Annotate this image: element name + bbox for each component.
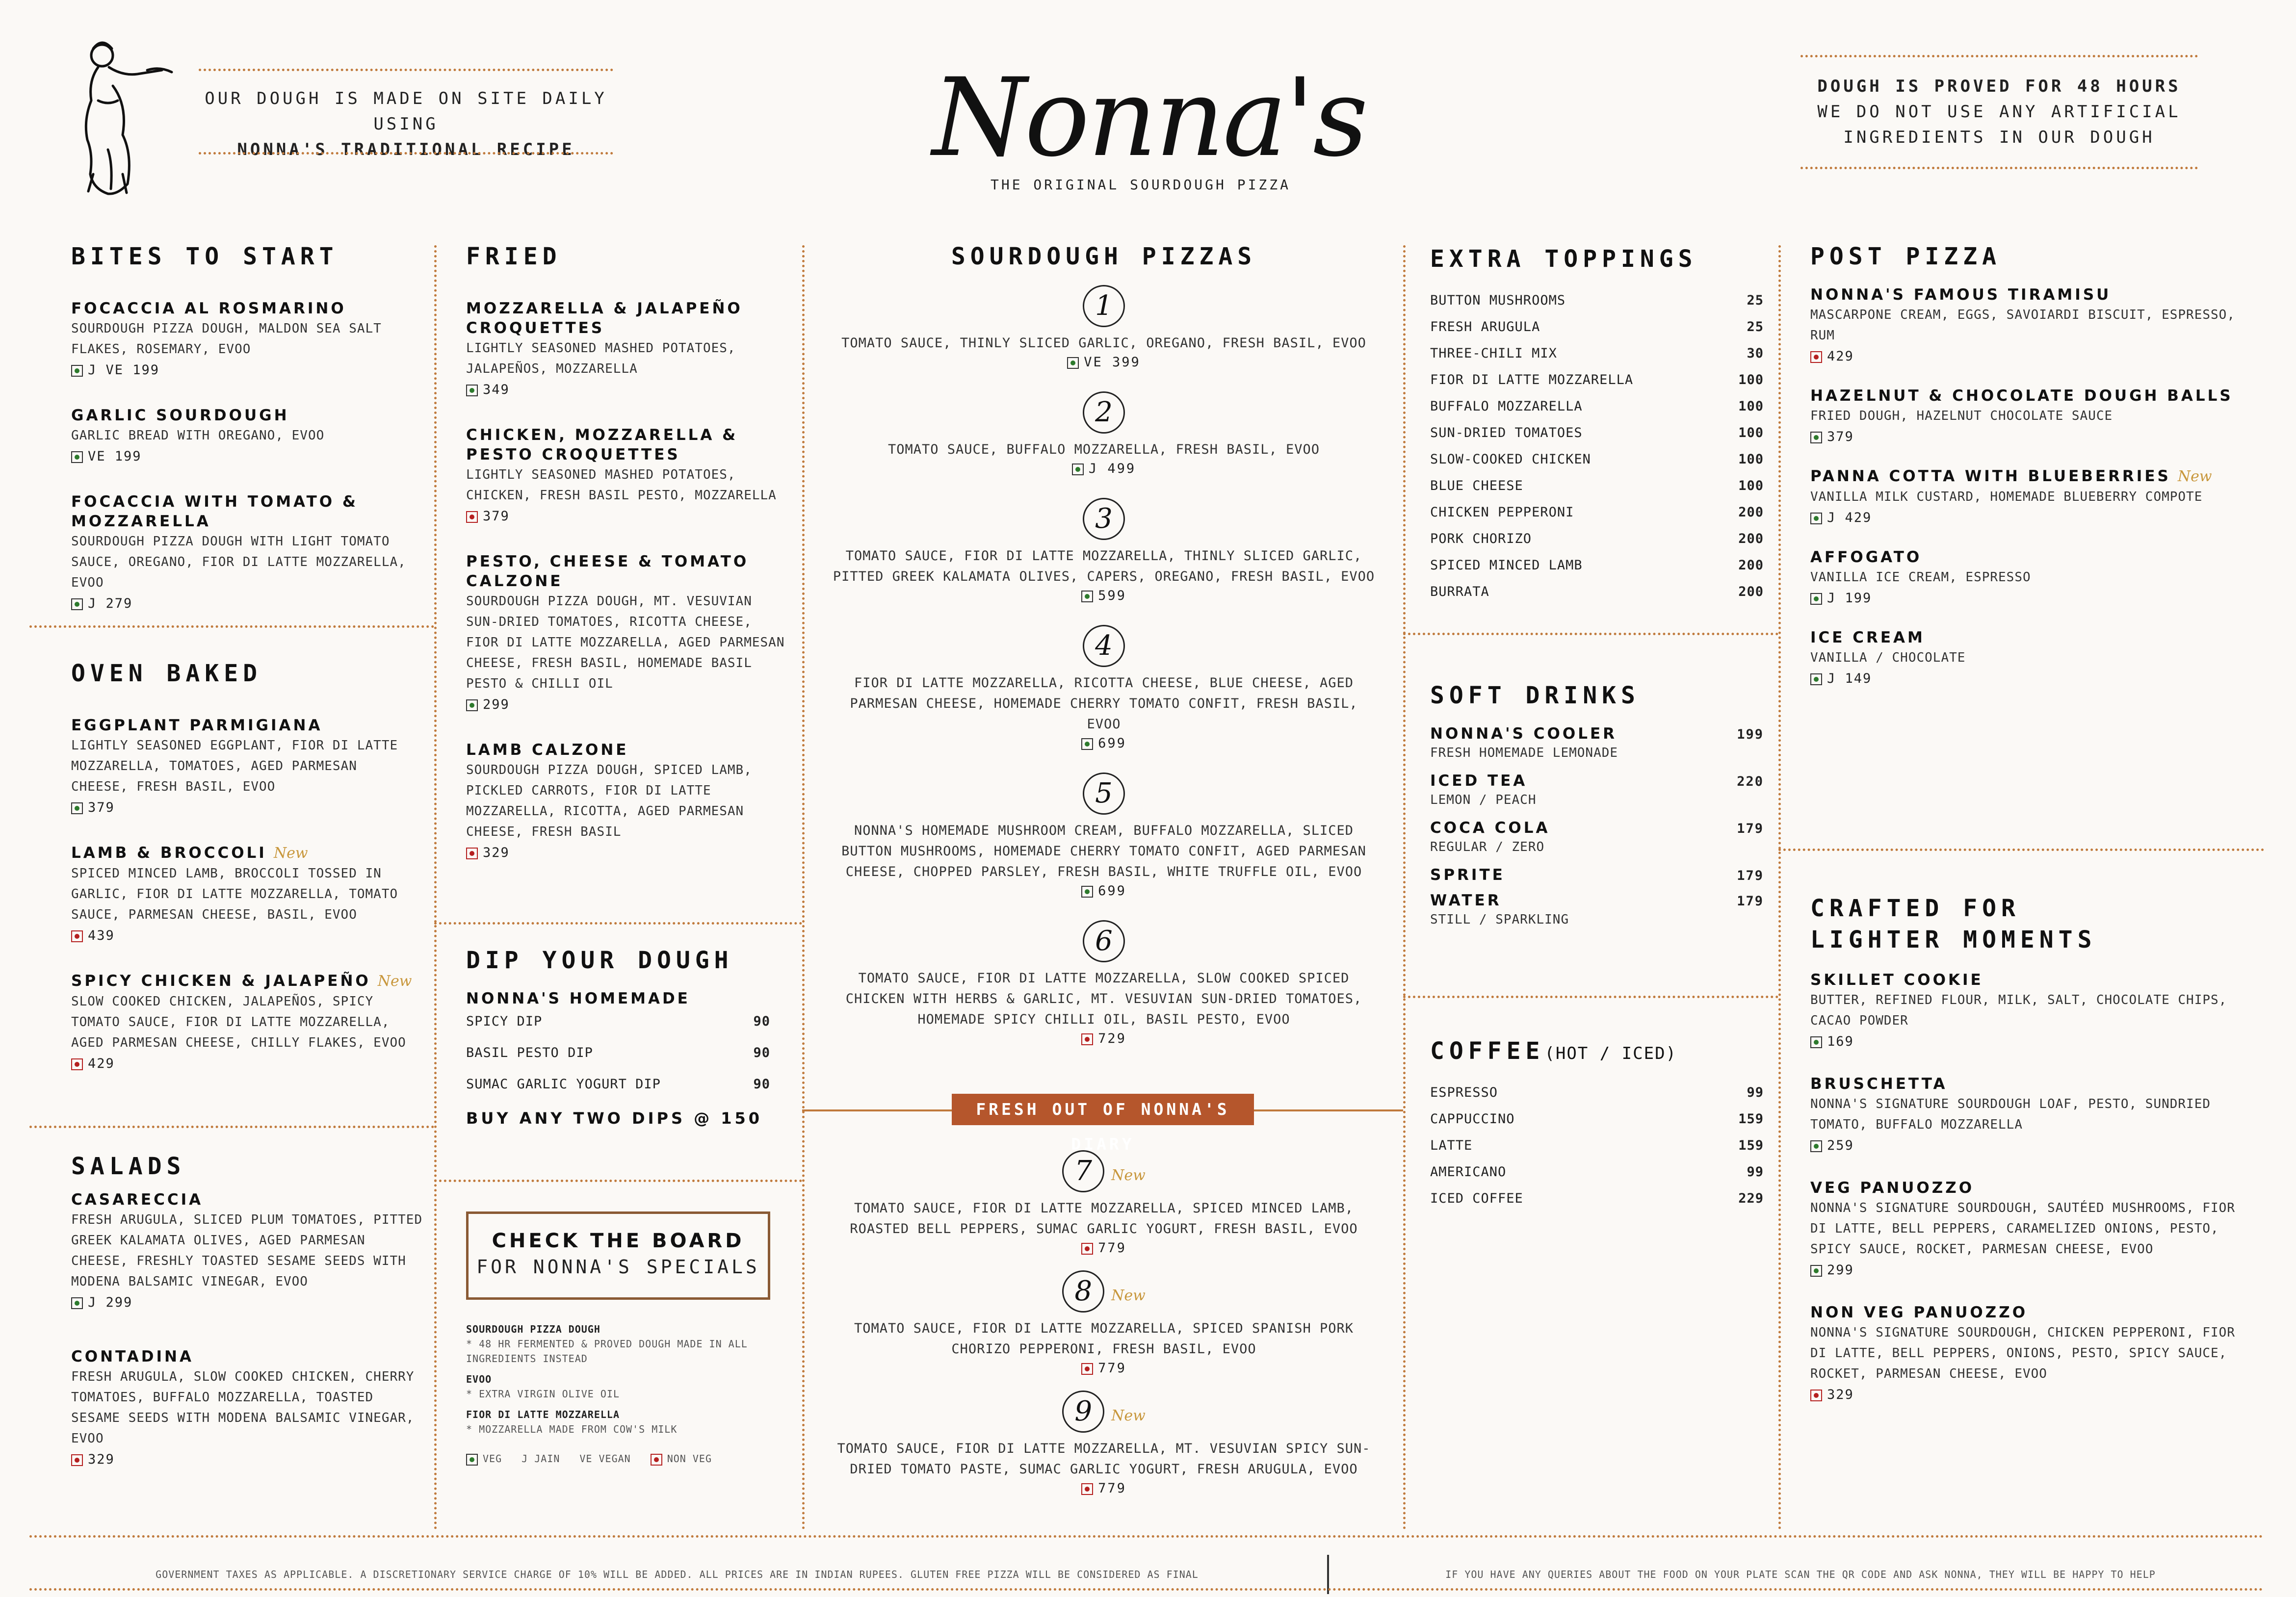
menu-item [71,1190,424,1313]
legend-title: EVOO [466,1373,492,1385]
menu-item [1810,970,2252,1052]
nonveg-icon [1081,1243,1093,1255]
diary-banner [952,1094,1254,1154]
new-badge: New [2177,468,2212,485]
item-desc: VANILLA ICE CREAM, ESPRESSO [1810,570,2031,585]
pizza-desc: FIOR DI LATTE MOZZARELLA, RICOTTA CHEESE, BLUE CHEESE, AGED PARMESAN CHEESE, HOMEMADE CHERRY TOMATO CONFIT, FRESH BASIL, EVOO [850,675,1358,732]
pizza-number: 7 [1062,1150,1104,1192]
menu-item [1810,466,2252,528]
item-price: J 149 [1827,671,1872,686]
veg-icon [1810,432,1822,443]
veg-icon [71,1297,83,1309]
item-desc: NONNA'S SIGNATURE SOURDOUGH, CHICKEN PEPPERONI, FIOR DI LATTE, BELL PEPPERS, ONIONS, PESTO, SPICY SAUCE, ROCKET, PARMESAN CHEESE, EVOO [1810,1325,2235,1381]
item-desc: NONNA'S SIGNATURE SOURDOUGH LOAF, PESTO, SUNDRIED TOMATO, BUFFALO MOZZARELLA [1810,1097,2211,1132]
topping-row: CHICKEN PEPPERONI 200 [1430,505,1764,520]
pizza-desc: TOMATO SAUCE, FIOR DI LATTE MOZZARELLA, SPICED MINCED LAMB, ROASTED BELL PEPPERS, SUMAC GARLIC YOGURT, FRESH BASIL, EVOO [850,1201,1358,1236]
item-name: SKILLET COOKIE [1810,971,1983,989]
new-badge: New [273,845,308,862]
dip-combo: BUY ANY TWO DIPS @ 150 [466,1109,763,1128]
menu-item [71,299,419,380]
crafted-title-line2: LIGHTER MOMENTS [1810,926,2097,953]
drink-item: COCA COLA 179 REGULAR / ZERO [1430,819,1764,854]
coffee-row: ICED COFFEE 229 [1430,1191,1764,1206]
veg-icon [466,385,478,396]
oven-title: OVEN BAKED [71,660,262,687]
veg-icon [466,699,478,711]
new-badge: New [1111,1167,1146,1184]
legend-desc: * 48 HR FERMENTED & PROVED DOUGH MADE IN ALL INGREDIENTS INSTEAD [466,1338,748,1365]
coffee-row: CAPPUCCINO 159 [1430,1111,1764,1127]
pizza-number: 2 [1083,391,1125,434]
item-price: 429 [88,1056,115,1071]
pizza-item [829,1391,1379,1496]
dip-row: SPICY DIP 90 [466,1014,770,1029]
menu-item [71,406,419,466]
dip-row: BASIL PESTO DIP 90 [466,1045,770,1060]
nonveg-icon [71,1058,83,1070]
pizza-desc: TOMATO SAUCE, BUFFALO MOZZARELLA, FRESH BASIL, EVOO [887,442,1320,457]
item-price: 439 [88,928,115,943]
item-price: 169 [1827,1034,1854,1049]
specials-board [466,1211,770,1300]
drink-item: ICED TEA 220 LEMON / PEACH [1430,772,1764,807]
drink-item: WATER 179 STILL / SPARKLING [1430,892,1764,927]
pizza-number: 9 [1062,1391,1104,1433]
nonveg-icon [71,1454,83,1466]
item-price: J 299 [88,1295,133,1310]
menu-item [466,552,785,715]
veg-icon [1810,593,1822,605]
item-price: 429 [1827,349,1854,364]
item-price: 329 [1827,1387,1854,1402]
pizza-price: 779 [1098,1481,1126,1496]
soft-drinks-section [1430,682,1764,928]
pizza-price: 599 [1098,588,1126,603]
pizza-price: 779 [1098,1361,1126,1376]
bites-section [71,243,419,639]
nonveg-icon [466,848,478,859]
nonveg-icon [71,930,83,942]
header-right-line2: WE DO NOT USE ANY ARTIFICIAL [1817,102,2181,122]
menu-item [1810,285,2252,366]
new-badge: New [1111,1287,1146,1304]
veg-icon [1072,464,1084,475]
salads-title: SALADS [71,1153,186,1180]
pizza-item [829,285,1379,370]
item-desc: GARLIC BREAD WITH OREGANO, EVOO [71,428,325,443]
item-name: ICE CREAM [1810,629,1925,646]
pizza-price: 699 [1098,736,1126,751]
coffee-row: ESPRESSO 99 [1430,1085,1764,1100]
nonveg-icon [1810,1390,1822,1401]
dip-section [466,947,770,1128]
logo: Nonna's [932,55,1366,180]
item-name: MOZZARELLA & JALAPEÑO CROQUETTES [466,300,743,337]
item-name: HAZELNUT & CHOCOLATE DOUGH BALLS [1810,387,2233,405]
new-badge: New [1111,1407,1146,1424]
legend [466,1322,775,1466]
pizza-item [829,625,1379,751]
item-desc: FRESH ARUGULA, SLOW COOKED CHICKEN, CHERRY TOMATOES, BUFFALO MOZZARELLA, TOASTED SESAME SEEDS WITH MODENA BALSAMIC VINEGAR, EVOO [71,1369,415,1446]
salads-section [71,1153,424,1495]
item-desc: LIGHTLY SEASONED MASHED POTATOES, JALAPEÑOS, MOZZARELLA [466,341,736,376]
menu-item [1810,628,2252,689]
item-desc: LIGHTLY SEASONED EGGPLANT, FIOR DI LATTE MOZZARELLA, TOMATOES, AGED PARMESAN CHEESE, FRESH BASIL, EVOO [71,738,398,794]
toppings-section [1430,245,1764,605]
item-desc: MASCARPONE CREAM, EGGS, SAVOIARDI BISCUIT, ESPRESSO, RUM [1810,308,2235,343]
topping-row: FIOR DI LATTE MOZZARELLA 100 [1430,372,1764,387]
item-desc: BUTTER, REFINED FLOUR, MILK, SALT, CHOCOLATE CHIPS, CACAO POWDER [1810,993,2227,1028]
item-name: NON VEG PANUOZZO [1810,1304,2028,1321]
item-price: J 199 [1827,591,1872,606]
menu-item [466,740,785,863]
item-name: SPICY CHICKEN & JALAPEÑO New [71,972,412,990]
item-price: VE 199 [88,449,142,464]
item-name: PANNA COTTA WITH BLUEBERRIES New [1810,467,2212,485]
pizza-desc: TOMATO SAUCE, THINLY SLICED GARLIC, OREGANO, FRESH BASIL, EVOO [841,335,1366,351]
veg-icon [1810,513,1822,524]
topping-row: BUFFALO MOZZARELLA 100 [1430,399,1764,414]
veg-icon [1810,1036,1822,1048]
topping-row: PORK CHORIZO 200 [1430,531,1764,546]
item-desc: SOURDOUGH PIZZA DOUGH, MALDON SEA SALT FLAKES, ROSEMARY, EVOO [71,321,382,357]
item-desc: LIGHTLY SEASONED MASHED POTATOES, CHICKEN, FRESH BASIL PESTO, MOZZARELLA [466,467,777,503]
menu-item [71,971,419,1074]
drink-item: SPRITE 179 [1430,866,1764,884]
veg-icon [1067,357,1079,369]
pizza-desc: TOMATO SAUCE, FIOR DI LATTE MOZZARELLA, THINLY SLICED GARLIC, PITTED GREEK KALAMATA OLIVES, CAPERS, OREGANO, FRESH BASIL, EVOO [833,548,1375,584]
fried-section [466,243,785,888]
item-name: VEG PANUOZZO [1810,1179,1975,1197]
item-price: 299 [1827,1262,1854,1278]
topping-row: BUTTON MUSHROOMS 25 [1430,293,1764,308]
veg-icon [466,1454,478,1466]
pizza-desc: NONNA'S HOMEMADE MUSHROOM CREAM, BUFFALO MOZZARELLA, SLICED BUTTON MUSHROOMS, HOMEMADE CHERRY TOMATO CONFIT, AGED PARMESAN CHEESE, CHOPPED PARSLEY, FRESH BASIL, WHITE TRUFFLE OIL, EVOO [841,823,1366,879]
diary-section [829,1150,1379,1518]
item-desc: SOURDOUGH PIZZA DOUGH, SPICED LAMB, PICKLED CARROTS, FIOR DI LATTE MOZZARELLA, RICOTTA, AGED PARMESAN CHEESE, FRESH BASIL [466,763,752,839]
veg-icon [1081,591,1093,602]
pizza-title: SOURDOUGH PIZZAS [951,243,1257,270]
pizza-price: 729 [1098,1031,1126,1046]
pizza-price: J 499 [1088,461,1136,476]
coffee-row: AMERICANO 99 [1430,1164,1764,1180]
item-name: AFFOGATO [1810,548,1922,566]
menu-item [71,1347,424,1469]
dip-subtitle: NONNA'S HOMEMADE [466,990,690,1007]
pizza-item [829,391,1379,476]
pizza-price: 699 [1098,883,1126,899]
coffee-row: LATTE 159 [1430,1138,1764,1153]
veg-icon [1810,1265,1822,1277]
nonveg-icon [651,1454,662,1466]
nonveg-icon [1081,1363,1093,1375]
item-name: FOCACCIA WITH TOMATO & MOZZARELLA [71,493,358,530]
item-price: 329 [88,1452,115,1467]
pizza-price: 779 [1098,1240,1126,1256]
veg-icon [1081,886,1093,898]
menu-item [466,425,785,526]
pizza-number: 8 [1062,1270,1104,1313]
item-name: LAMB & BROCCOLI New [71,844,308,862]
menu-item [71,716,419,818]
pizza-item [829,1150,1379,1256]
menu-item [71,492,419,614]
item-desc: FRESH ARUGULA, SLICED PLUM TOMATOES, PITTED GREEK KALAMATA OLIVES, AGED PARMESAN CHEESE, FRESHLY TOASTED SESAME SEEDS WITH MODENA BALSAMIC VINEGAR, EVOO [71,1212,423,1289]
pizza-number: 4 [1083,625,1125,667]
footer-right-note: IF YOU HAVE ANY QUERIES ABOUT THE FOOD ON YOUR PLATE SCAN THE QR CODE AND ASK NONNA, THEY WILL BE HAPPY TO HELP [1445,1569,2156,1580]
item-desc: VANILLA MILK CUSTARD, HOMEMADE BLUEBERRY COMPOTE [1810,489,2203,504]
legend-title: FIOR DI LATTE MOZZARELLA [466,1409,620,1420]
topping-row: THREE-CHILI MIX 30 [1430,346,1764,361]
topping-row: BLUE CHEESE 100 [1430,478,1764,493]
pizza-item [829,1270,1379,1376]
menu-item [466,299,785,400]
menu-item [1810,1074,2252,1156]
veg-icon [71,451,83,463]
bites-title: BITES TO START [71,243,339,270]
legend-desc: * MOZZARELLA MADE FROM COW'S MILK [466,1423,678,1435]
item-price: 259 [1827,1138,1854,1153]
item-name: CONTADINA [71,1348,194,1365]
veg-icon [1081,738,1093,750]
crafted-title-line1: CRAFTED FOR [1810,895,2020,922]
soft-drinks-title: SOFT DRINKS [1430,682,1640,709]
veg-icon [71,598,83,610]
item-price: 349 [483,382,510,397]
post-pizza-title: POST PIZZA [1810,243,2001,270]
post-pizza-section [1810,243,2252,689]
toppings-title: EXTRA TOPPINGS [1430,245,1697,273]
menu-item [1810,1178,2252,1280]
pizza-number: 6 [1083,920,1125,962]
item-name: EGGPLANT PARMIGIANA [71,717,323,734]
legend-keys: VEG J JAIN VE VEGAN NON VEG [466,1451,775,1466]
item-desc: SOURDOUGH PIZZA DOUGH, MT. VESUVIAN SUN-DRIED TOMATOES, RICOTTA CHEESE, FIOR DI LATTE MOZZARELLA, AGED PARMESAN CHEESE, FRESH BASIL, HOMEMADE BASIL PESTO & CHILLI OIL [466,594,785,691]
legend-desc: * EXTRA VIRGIN OLIVE OIL [466,1388,620,1400]
dip-title: DIP YOUR DOUGH [466,947,733,974]
pizza-desc: TOMATO SAUCE, FIOR DI LATTE MOZZARELLA, SLOW COOKED SPICED CHICKEN WITH HERBS & GARLIC, MT. VESUVIAN SUN-DRIED TOMATOES, HOMEMADE SPICY CHILLI OIL, BASIL PESTO, EVOO [845,971,1362,1027]
item-desc: NONNA'S SIGNATURE SOURDOUGH, SAUTÉED MUSHROOMS, FIOR DI LATTE, BELL PEPPERS, CARAMELIZED ONIONS, PESTO, SPICY SAUCE, ROCKET, PARMESAN CHEESE, EVOO [1810,1201,2235,1257]
item-desc: SPICED MINCED LAMB, BROCCOLI TOSSED IN GARLIC, FIOR DI LATTE MOZZARELLA, TOMATO SAUCE, PARMESAN CHEESE, BASIL, EVOO [71,866,398,922]
item-price: 379 [88,800,115,815]
item-price: J 279 [88,596,133,611]
header-left-line2: NONNA'S TRADITIONAL RECIPE [237,140,575,159]
pizza-number: 5 [1083,773,1125,815]
item-desc: VANILLA / CHOCOLATE [1810,650,1966,665]
new-badge: New [377,973,412,990]
pizza-item [829,773,1379,899]
pizza-item [829,498,1379,603]
pizza-desc: TOMATO SAUCE, FIOR DI LATTE MOZZARELLA, MT. VESUVIAN SPICY SUN-DRIED TOMATO PASTE, SUMAC GARLIC YOGURT, FRESH ARUGULA, EVOO [837,1441,1371,1477]
nonveg-icon [1081,1483,1093,1495]
item-name: PESTO, CHEESE & TOMATO CALZONE [466,553,749,590]
nonveg-icon [1810,351,1822,363]
menu-item [1810,386,2252,447]
pizza-price: VE 399 [1084,355,1141,370]
item-name: FOCACCIA AL ROSMARINO [71,300,346,317]
legend-title: SOURDOUGH PIZZA DOUGH [466,1323,600,1335]
topping-row: SPICED MINCED LAMB 200 [1430,558,1764,573]
nonveg-icon [466,511,478,523]
pizza-desc: TOMATO SAUCE, FIOR DI LATTE MOZZARELLA, SPICED SPANISH PORK CHORIZO PEPPERONI, FRESH BASIL, EVOO [854,1321,1354,1357]
coffee-section [1430,1037,1764,1212]
pizza-number: 1 [1083,285,1125,327]
diary-banner-label: FRESH OUT OF NONNA'S DIARY [976,1100,1230,1154]
item-price: 329 [483,845,510,860]
item-name: CHICKEN, MOZZARELLA & PESTO CROQUETTES [466,426,738,464]
item-price: J VE 199 [88,362,160,378]
board-line1: CHECK THE BOARD [492,1230,745,1252]
dip-row: SUMAC GARLIC YOGURT DIP 90 [466,1077,770,1092]
item-price: 379 [1827,429,1854,444]
logo-tagline: THE ORIGINAL SOURDOUGH PIZZA [990,177,1291,193]
veg-icon [71,365,83,377]
pizza-item [829,920,1379,1046]
item-desc: SLOW COOKED CHICKEN, JALAPEÑOS, SPICY TOMATO SAUCE, FIOR DI LATTE MOZZARELLA, AGED PARMESAN CHEESE, CHILLY FLAKES, EVOO [71,994,406,1050]
item-price: 299 [483,697,510,712]
oven-section [71,660,419,1099]
veg-icon [1810,1140,1822,1152]
header-left-line1: OUR DOUGH IS MADE ON SITE DAILY USING [205,89,607,134]
coffee-title: COFFEE(HOT / ICED) [1430,1037,1677,1065]
item-name: BRUSCHETTA [1810,1075,1948,1093]
footer-left-note: GOVERNMENT TAXES AS APPLICABLE. A DISCRETIONARY SERVICE CHARGE OF 10% WILL BE ADDED. ALL PRICES ARE IN INDIAN RUPEES. GLUTEN FREE PIZZA WILL BE CONSIDERED AS FINAL [156,1569,1199,1580]
pizza-section [829,243,1379,1068]
item-name: LAMB CALZONE [466,741,629,759]
menu-item [1810,547,2252,608]
nonveg-icon [1081,1033,1093,1045]
topping-row: FRESH ARUGULA 25 [1430,319,1764,335]
board-line2: FOR NONNA'S SPECIALS [476,1256,760,1278]
veg-icon [1810,673,1822,685]
topping-row: SLOW-COOKED CHICKEN 100 [1430,452,1764,467]
item-name: CASARECCIA [71,1191,204,1209]
menu-item [71,843,419,946]
drink-item: NONNA'S COOLER 199 FRESH HOMEMADE LEMONADE [1430,725,1764,760]
item-desc: SOURDOUGH PIZZA DOUGH WITH LIGHT TOMATO SAUCE, OREGANO, FIOR DI LATTE MOZZARELLA, EVOO [71,534,406,590]
header-right-line1: DOUGH IS PROVED FOR 48 HOURS [1817,77,2181,96]
header-right-line3: INGREDIENTS IN OUR DOUGH [1843,128,2155,147]
item-name: GARLIC SOURDOUGH [71,407,289,424]
item-price: J 429 [1827,510,1872,525]
menu-item [1810,1303,2252,1405]
fried-title: FRIED [466,243,562,270]
item-desc: FRIED DOUGH, HAZELNUT CHOCOLATE SAUCE [1810,409,2113,423]
topping-row: SUN-DRIED TOMATOES 100 [1430,425,1764,440]
crafted-section [1810,893,2252,1405]
pizza-number: 3 [1083,498,1125,540]
veg-icon [71,802,83,814]
topping-row: BURRATA 200 [1430,584,1764,599]
item-name: NONNA'S FAMOUS TIRAMISU [1810,286,2112,304]
item-price: 379 [483,509,510,524]
nonna-illustration [64,27,177,199]
